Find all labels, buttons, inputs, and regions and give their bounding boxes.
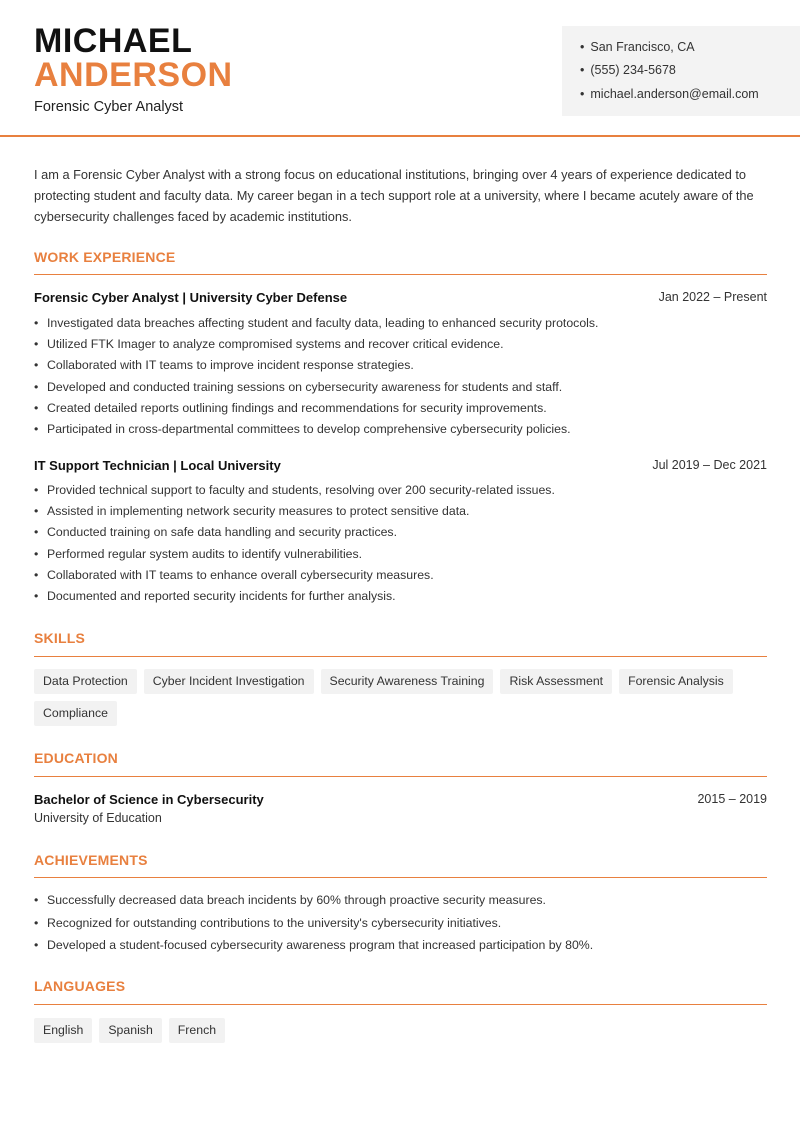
contact-email[interactable]: • michael.anderson@email.com [580, 87, 759, 101]
list-item: • Participated in cross-departmental committees to develop comprehensive cybersecurity policies. [34, 419, 598, 440]
list-item: • Investigated data breaches affecting student and faculty data, leading to enhanced security protocols. [34, 313, 598, 334]
education-dates: 2015 – 2019 [697, 792, 767, 806]
section-title-education: EDUCATION [34, 750, 118, 766]
skill-chip: Risk Assessment [500, 669, 612, 694]
list-item: • Utilized FTK Imager to analyze compromised systems and recover critical evidence. [34, 334, 598, 355]
skill-chip: Data Protection [34, 669, 137, 694]
job-title: IT Support Technician | Local University [34, 458, 281, 473]
job-dates: Jan 2022 – Present [658, 290, 767, 304]
first-name: MICHAEL [34, 22, 193, 60]
skill-chip: Compliance [34, 701, 117, 726]
skill-chip: Cyber Incident Investigation [144, 669, 314, 694]
job-title-headline: Forensic Cyber Analyst [34, 99, 184, 115]
section-divider [34, 656, 767, 657]
skill-chip: Forensic Analysis [619, 669, 733, 694]
skill-chip: Security Awareness Training [321, 669, 494, 694]
last-name: ANDERSON [34, 56, 233, 94]
section-title-achievements: ACHIEVEMENTS [34, 852, 148, 868]
list-item: • Successfully decreased data breach incidents by 60% through proactive security measures. [34, 889, 593, 912]
list-item: • Developed and conducted training sessions on cybersecurity awareness for students and staff. [34, 377, 598, 398]
summary-text: I am a Forensic Cyber Analyst with a strong focus on educational institutions, bringing over 4 years of experience dedicated to protecting student and faculty data. My career began in a tech support role at a university, where I became acutely aware of the cybersecurity challenges faced by academic institutions. [34, 167, 754, 224]
list-item: • Recognized for outstanding contributions to the university's cybersecurity initiatives. [34, 912, 593, 935]
list-item: • Conducted training on safe data handling and security practices. [34, 522, 555, 543]
list-item: • Collaborated with IT teams to improve incident response strategies. [34, 355, 598, 376]
section-divider [34, 274, 767, 275]
section-divider [34, 1004, 767, 1005]
contact-phone: • (555) 234-5678 [580, 63, 676, 77]
list-item: • Performed regular system audits to identify vulnerabilities. [34, 544, 555, 565]
list-item: • Created detailed reports outlining findings and recommendations for security improvements. [34, 398, 598, 419]
languages-list [34, 1018, 774, 1043]
achievements-list [34, 889, 593, 957]
section-title-skills: SKILLS [34, 630, 85, 646]
list-item: • Provided technical support to faculty and students, resolving over 200 security-related issues. [34, 480, 555, 501]
language-chip: French [169, 1018, 225, 1043]
list-item: • Developed a student-focused cybersecurity awareness program that increased participation by 80%. [34, 934, 593, 957]
contact-box [562, 26, 800, 116]
job-title: Forensic Cyber Analyst | University Cyber Defense [34, 290, 348, 305]
job-bullets [34, 480, 555, 607]
list-item: • Documented and reported security incidents for further analysis. [34, 586, 555, 607]
skills-list [34, 669, 774, 726]
education-degree: Bachelor of Science in Cybersecurity [34, 792, 264, 807]
list-item: • Collaborated with IT teams to enhance overall cybersecurity measures. [34, 565, 555, 586]
section-title-languages: LANGUAGES [34, 978, 126, 994]
job-dates: Jul 2019 – Dec 2021 [652, 458, 767, 472]
resume-header [0, 0, 800, 137]
job-bullets [34, 313, 598, 440]
language-chip: Spanish [99, 1018, 161, 1043]
section-divider [34, 776, 767, 777]
section-divider [34, 877, 767, 878]
contact-location: • San Francisco, CA [580, 40, 695, 54]
education-school: University of Education [34, 811, 162, 825]
list-item: • Assisted in implementing network security measures to protect sensitive data. [34, 501, 555, 522]
language-chip: English [34, 1018, 92, 1043]
section-title-work: WORK EXPERIENCE [34, 249, 176, 265]
